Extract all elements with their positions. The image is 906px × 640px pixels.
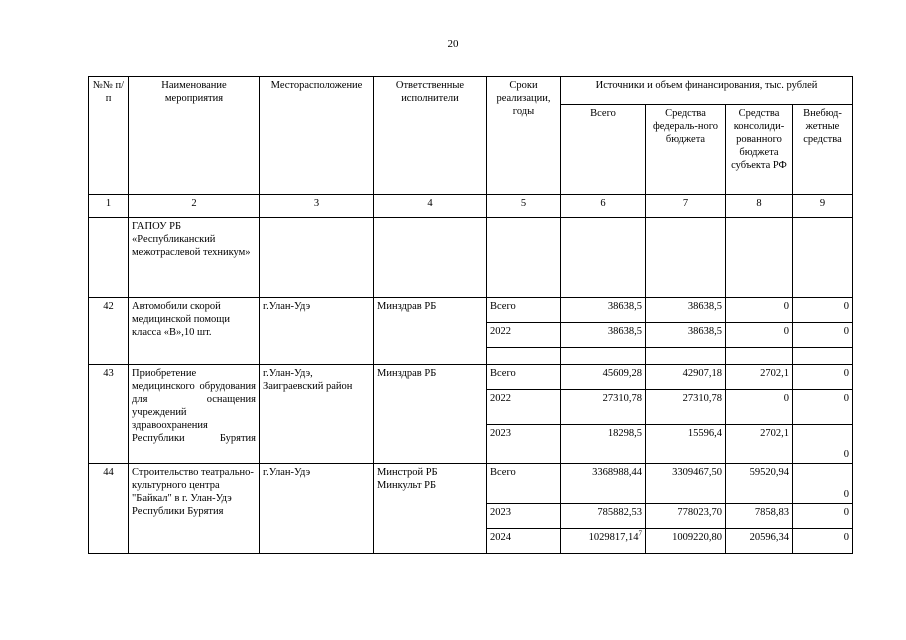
section-row (89, 218, 853, 298)
col-number: 6 (561, 195, 646, 218)
header-location: Месторасположение (260, 77, 374, 195)
entry-extra: 0 (793, 464, 853, 504)
entry-consolidated: 0 (726, 298, 793, 323)
entry-federal: 38638,5 (646, 323, 726, 348)
entry-location: г.Улан-Удэ (260, 298, 374, 365)
entry-total (561, 529, 646, 554)
entry-extra: 0 (793, 298, 853, 323)
entry-period: 2023 (487, 425, 561, 464)
entry-extra: 0 (793, 425, 853, 464)
col-number: 4 (374, 195, 487, 218)
entry-total: 18298,5 (561, 425, 646, 464)
col-number: 8 (726, 195, 793, 218)
header-total: Всего (561, 105, 646, 195)
col-number: 7 (646, 195, 726, 218)
table-row (89, 365, 853, 390)
entry-federal: 778023,70 (646, 504, 726, 529)
entry-total: 3368988,44 (561, 464, 646, 504)
table-row (89, 464, 853, 504)
header-terms: Сроки реализации, годы (487, 77, 561, 195)
table-row (89, 298, 853, 323)
entry-total: 785882,53 (561, 504, 646, 529)
header-extra: Внебюд-жетные средства (793, 105, 853, 195)
entry-period: Всего (487, 365, 561, 390)
entry-extra: 0 (793, 323, 853, 348)
col-number: 3 (260, 195, 374, 218)
entry-federal: 15596,4 (646, 425, 726, 464)
entry-period: 2022 (487, 390, 561, 425)
entry-executor: Минздрав РБ (374, 298, 487, 365)
entry-consolidated: 0 (726, 323, 793, 348)
entry-location: г.Улан-Удэ (260, 464, 374, 554)
entry-total: 38638,5 (561, 298, 646, 323)
entry-period: Всего (487, 464, 561, 504)
entry-consolidated: 0 (726, 390, 793, 425)
entry-total: 45609,28 (561, 365, 646, 390)
entry-total: 27310,78 (561, 390, 646, 425)
footnote-mark: 7 (638, 529, 642, 538)
entry-federal: 27310,78 (646, 390, 726, 425)
entry-num: 44 (89, 464, 129, 554)
entry-num: 42 (89, 298, 129, 365)
entry-consolidated: 2702,1 (726, 425, 793, 464)
header-executors: Ответственные исполнители (374, 77, 487, 195)
entry-extra: 0 (793, 529, 853, 554)
header-consolidated: Средства консолиди-рованного бюджета субъекта РФ (726, 105, 793, 195)
entry-federal: 42907,18 (646, 365, 726, 390)
header-federal: Средства федераль-ного бюджета (646, 105, 726, 195)
entry-federal: 38638,5 (646, 298, 726, 323)
entry-total-value: 1029817,14 (588, 532, 639, 543)
entry-period: 2023 (487, 504, 561, 529)
entry-total: 38638,5 (561, 323, 646, 348)
entry-name: Приобретение медицинского обрудования для оснащения учреждений здравоохранения Республики Бурятия (129, 365, 260, 464)
entry-period: 2024 (487, 529, 561, 554)
financing-table (88, 76, 853, 554)
entry-consolidated: 20596,34 (726, 529, 793, 554)
header-name: Наименование мероприятия (129, 77, 260, 195)
header-financing: Источники и объем финансирования, тыс. рублей (561, 77, 853, 105)
entry-consolidated: 2702,1 (726, 365, 793, 390)
header-num: №№ п/п (89, 77, 129, 195)
section-title: ГАПОУ РБ «Республиканский межотраслевой техникум» (129, 218, 260, 298)
entry-federal: 1009220,80 (646, 529, 726, 554)
col-number: 2 (129, 195, 260, 218)
col-number: 9 (793, 195, 853, 218)
page-number: 20 (447, 38, 459, 50)
entry-location: г.Улан-Удэ, Заиграевский район (260, 365, 374, 464)
entry-extra: 0 (793, 390, 853, 425)
entry-consolidated: 7858,83 (726, 504, 793, 529)
col-number: 5 (487, 195, 561, 218)
entry-executor: Минздрав РБ (374, 365, 487, 464)
entry-name: Строительство театрально-культурного центра "Байкал" в г. Улан-Удэ Республики Бурятия (129, 464, 260, 554)
entry-extra: 0 (793, 365, 853, 390)
entry-executor: Минстрой РБ Минкульт РБ (374, 464, 487, 554)
entry-num: 43 (89, 365, 129, 464)
entry-federal: 3309467,50 (646, 464, 726, 504)
entry-consolidated: 59520,94 (726, 464, 793, 504)
col-number: 1 (89, 195, 129, 218)
entry-period: 2022 (487, 323, 561, 348)
entry-extra: 0 (793, 504, 853, 529)
entry-period: Всего (487, 298, 561, 323)
entry-name: Автомобили скорой медицинской помощи класса «В»,10 шт. (129, 298, 260, 365)
